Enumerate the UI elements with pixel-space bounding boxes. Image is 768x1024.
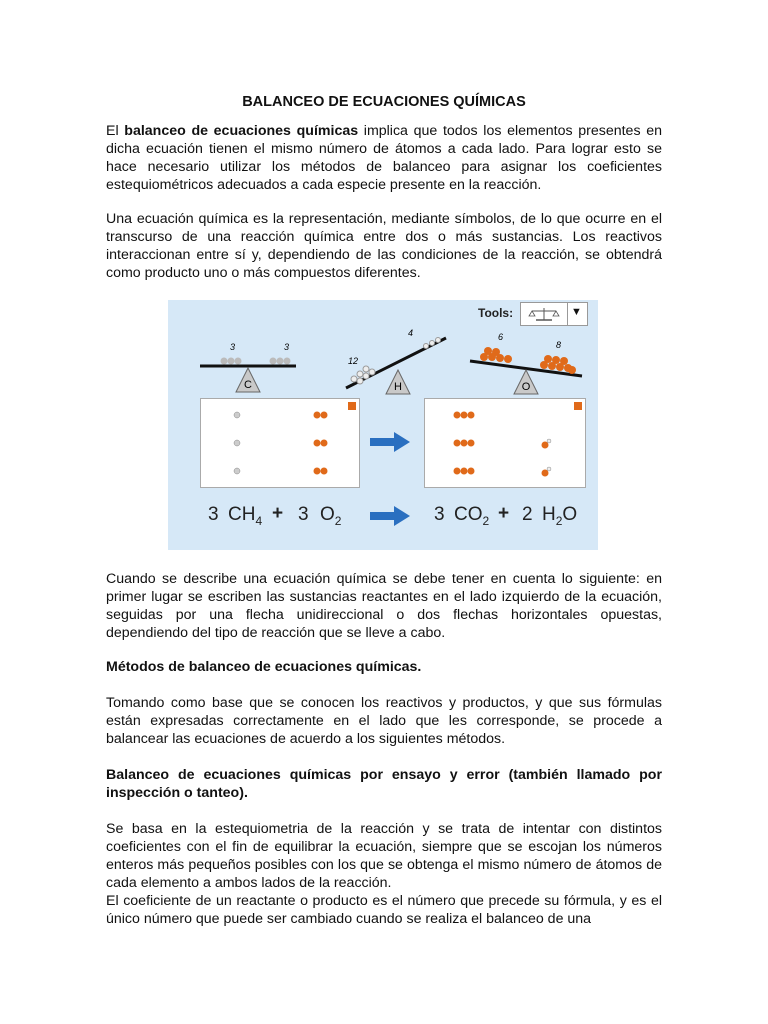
coefficient-o2[interactable]: 3 bbox=[298, 504, 309, 525]
intro-bold-term: balanceo de ecuaciones químicas bbox=[124, 123, 359, 139]
scale-o-label: O bbox=[521, 381, 531, 393]
co2-symbol: CO bbox=[454, 504, 483, 525]
paragraph-coefficient: El coeficiente de un reactante o producto es el número que precede su fórmula, y es el único número que puede ser cambiado cuando se realiza el balanceo de una bbox=[106, 893, 662, 927]
paragraph-intro bbox=[106, 122, 662, 194]
balance-scale-icon bbox=[524, 303, 564, 325]
intro-text: implica que todos los elementos presentes en dicha ecuación tienen el mismo número de átomos a cada lado. Para lograr esto se hace necesario utilizar los métodos de balanceo para asignar los coeficientes estequiométricos adecuados a cada especie presente en la reacción. bbox=[106, 123, 662, 193]
ch4-symbol: CH bbox=[228, 504, 256, 525]
formula-co2 bbox=[454, 504, 489, 528]
scale-c-label: C bbox=[244, 379, 252, 391]
heading-trial-error: Balanceo de ecuaciones químicas por ensayo y error (también llamado por inspección o tanteo). bbox=[106, 767, 662, 801]
balancing-figure bbox=[168, 300, 598, 550]
formula-o2 bbox=[320, 504, 341, 528]
tools-label: Tools: bbox=[478, 306, 514, 320]
close-icon[interactable] bbox=[574, 402, 582, 410]
scale-h-label: H bbox=[394, 381, 402, 393]
reactants-panel bbox=[200, 398, 360, 488]
h2o-subscript: 2 bbox=[555, 513, 563, 528]
intro-prefix: El bbox=[106, 123, 125, 139]
ch4-subscript: 4 bbox=[255, 513, 263, 528]
scale-o-left-count: 6 bbox=[498, 332, 504, 342]
chevron-down-icon[interactable]: ▼ bbox=[571, 306, 582, 318]
co2-subscript: 2 bbox=[482, 513, 490, 528]
tools-dropdown[interactable] bbox=[520, 302, 588, 326]
heading-methods: Métodos de balanceo de ecuaciones químicas. bbox=[106, 659, 422, 675]
paragraph-definition: Una ecuación química es la representación, mediante símbolos, de lo que ocurre en el transcurso de una reacción química entre dos o más sustancias. Los reactivos interaccionan entre sí y, dependiendo de las condiciones de la reacción, se obtendrá como producto uno o más compuestos diferentes. bbox=[106, 211, 662, 281]
h2o-h-symbol: H bbox=[542, 504, 556, 525]
scale-h-left-count: 12 bbox=[348, 356, 359, 366]
chemical-equation bbox=[168, 496, 598, 536]
scale-c-right-count: 3 bbox=[284, 342, 290, 352]
scale-h-right-count: 4 bbox=[408, 328, 414, 338]
o2-symbol: O bbox=[320, 504, 335, 525]
o2-subscript: 2 bbox=[334, 513, 342, 528]
reaction-arrow-icon bbox=[368, 430, 412, 454]
coefficient-ch4[interactable]: 3 bbox=[208, 504, 219, 525]
plus-sign-reactants: + bbox=[272, 503, 284, 524]
products-panel bbox=[424, 398, 586, 488]
h2o-o-symbol: O bbox=[562, 504, 578, 525]
paragraph-description: Cuando se describe una ecuación química se debe tener en cuenta lo siguiente: en primer lugar se escriben las sustancias reactantes en el lado izquierdo de la ecuación, seguidas por una flecha unidireccional o dos flechas horizontales opuestas, dependiendo del tipo de reacción que se lleve a cabo. bbox=[106, 571, 662, 641]
scale-o-right-count: 8 bbox=[556, 340, 562, 350]
scale-c-left-count: 3 bbox=[230, 342, 236, 352]
equation-arrow-icon bbox=[368, 504, 412, 528]
product-molecules bbox=[425, 399, 585, 487]
plus-sign-products: + bbox=[498, 503, 510, 524]
dropdown-separator bbox=[567, 303, 568, 325]
document-title: BALANCEO DE ECUACIONES QUÍMICAS bbox=[242, 94, 526, 110]
reactant-molecules bbox=[201, 399, 359, 487]
coefficient-co2[interactable]: 3 bbox=[434, 504, 445, 525]
coefficient-h2o[interactable]: 2 bbox=[522, 504, 533, 525]
paragraph-methods: Tomando como base que se conocen los reactivos y productos, y que sus fórmulas están expresadas correctamente en el lado que les corresponde, se procede a balancear las ecuaciones de acuerdo a los siguientes métodos. bbox=[106, 695, 662, 747]
paragraph-stoichiometry: Se basa en la estequiometria de la reacción y se trata de intentar con distintos coeficientes con el fin de equilibrar la ecuación, siempre que se escojan los números enteros más pequeños posibles con los que se obtenga el mismo número de átomos de cada elemento a ambos lados de la reacción. bbox=[106, 821, 662, 891]
formula-ch4 bbox=[228, 504, 262, 528]
formula-h2o bbox=[542, 504, 577, 528]
close-icon[interactable] bbox=[348, 402, 356, 410]
